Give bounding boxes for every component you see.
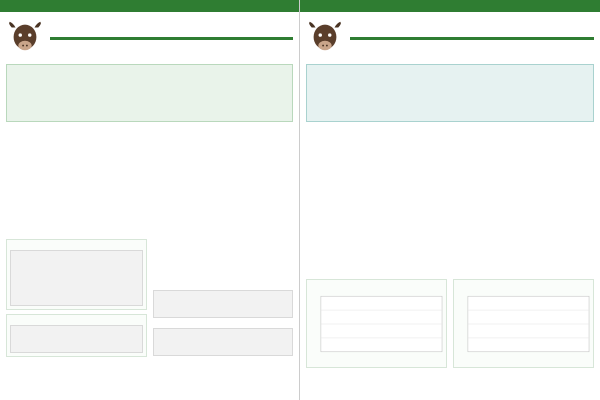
right-subtitle — [350, 43, 594, 55]
right-figure-2 — [453, 279, 594, 368]
right-body-col1 — [306, 141, 447, 269]
right-columns — [306, 128, 594, 269]
right-intro-box — [306, 64, 594, 122]
left-table-caption — [7, 315, 146, 325]
left-column-1 — [6, 139, 147, 357]
cow-icon — [306, 18, 344, 56]
right-column-1 — [306, 128, 447, 269]
photo-1-caption — [153, 280, 294, 290]
left-columns — [6, 139, 293, 357]
right-page — [300, 0, 600, 400]
right-header-tag — [308, 0, 348, 12]
right-title — [350, 18, 594, 40]
left-subtitle — [50, 43, 293, 55]
left-body-col1 — [6, 139, 147, 235]
left-figure-chart-placeholder — [10, 250, 143, 306]
left-headline — [6, 18, 293, 56]
fig2-line-chart — [454, 290, 593, 360]
fig2-note — [454, 360, 593, 367]
left-section-1-body — [153, 152, 294, 186]
fig1-note — [307, 360, 446, 367]
left-header-tag — [8, 0, 48, 12]
right-column-2 — [453, 128, 594, 269]
left-section-3-body — [153, 246, 294, 280]
left-author — [6, 124, 293, 133]
right-section-1 — [306, 131, 447, 141]
left-section-2 — [153, 189, 294, 199]
left-section-1 — [153, 142, 294, 152]
cow-icon — [6, 18, 44, 56]
left-intro-box — [6, 64, 293, 122]
left-figure-1 — [6, 239, 147, 310]
left-header-subtitle — [54, 0, 94, 12]
photo-2 — [153, 328, 294, 356]
right-header-strip — [300, 0, 600, 12]
left-column-2 — [153, 139, 294, 357]
right-figure-1 — [306, 279, 447, 368]
right-figures — [306, 275, 594, 368]
left-table-placeholder — [10, 325, 143, 353]
left-figure-caption — [7, 240, 146, 250]
left-title — [50, 18, 293, 40]
left-section-3 — [153, 236, 294, 246]
left-section-2-body — [153, 199, 294, 233]
fig1-caption — [307, 280, 446, 290]
photo-1 — [153, 290, 294, 318]
right-headline — [306, 18, 594, 56]
fig1-line-chart — [307, 290, 446, 360]
fig2-caption — [454, 280, 593, 290]
right-body-col2 — [453, 128, 594, 266]
left-table — [6, 314, 147, 357]
left-header-strip — [0, 0, 299, 12]
photo-2-caption — [153, 318, 294, 328]
right-header-subtitle — [354, 0, 394, 12]
